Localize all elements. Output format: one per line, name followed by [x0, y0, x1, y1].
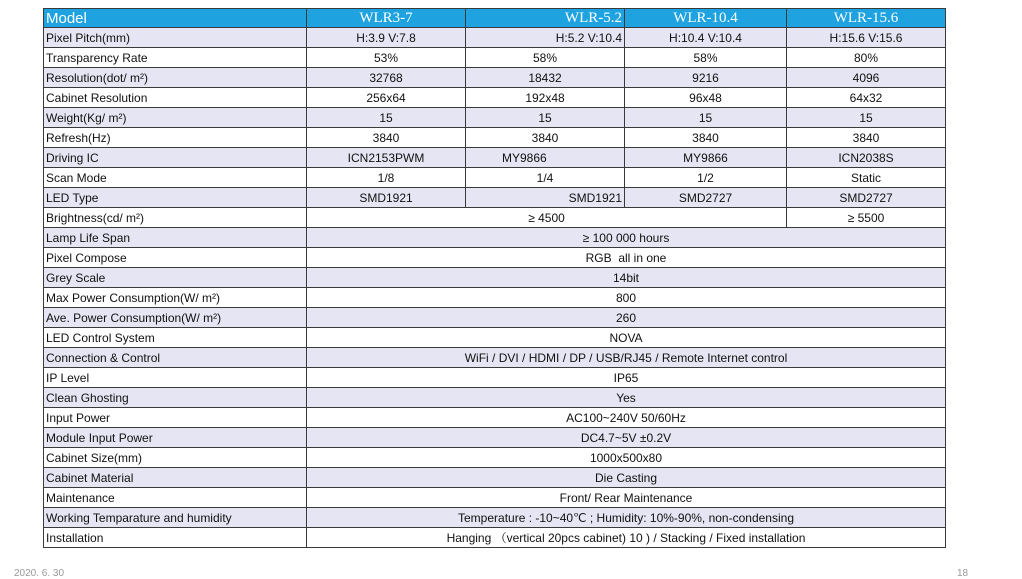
table-row [44, 248, 946, 268]
cell-value: 14bit [307, 268, 946, 288]
cell-value: Temperature : -10~40℃ ; Humidity: 10%-90%, non-condensing [307, 508, 946, 528]
table-row [44, 388, 946, 408]
cell-value: 80% [787, 48, 946, 68]
table-row [44, 288, 946, 308]
table-row [44, 348, 946, 368]
table-row [44, 268, 946, 288]
cell-value: 64x32 [787, 88, 946, 108]
cell-value: 256x64 [307, 88, 466, 108]
row-label: IP Level [44, 368, 307, 388]
cell-value: 800 [307, 288, 946, 308]
cell-value: 9216 [625, 68, 787, 88]
cell-value: Static [787, 168, 946, 188]
row-label: Brightness(cd/ m²) [44, 208, 307, 228]
cell-value: 58% [625, 48, 787, 68]
table-row [44, 108, 946, 128]
cell-value: Yes [307, 388, 946, 408]
model-header: WLR-15.6 [787, 9, 946, 28]
cell-value: WiFi / DVI / HDMI / DP / USB/RJ45 / Remote Internet control [307, 348, 946, 368]
row-label: Connection & Control [44, 348, 307, 368]
cell-value: H:3.9 V:7.8 [307, 28, 466, 48]
cell-value: MY9866 [625, 148, 787, 168]
row-label: Pixel Compose [44, 248, 307, 268]
row-label: Transparency Rate [44, 48, 307, 68]
cell-value: 1/2 [625, 168, 787, 188]
cell-value: Die Casting [307, 468, 946, 488]
cell-value: ≥ 4500 [307, 208, 787, 228]
cell-value: ≥ 5500 [787, 208, 946, 228]
cell-value: 53% [307, 48, 466, 68]
row-label: Module Input Power [44, 428, 307, 448]
cell-value: H:15.6 V:15.6 [787, 28, 946, 48]
cell-value: 15 [625, 108, 787, 128]
table-row [44, 228, 946, 248]
row-label: Clean Ghosting [44, 388, 307, 408]
spec-table [43, 8, 946, 548]
cell-value: 260 [307, 308, 946, 328]
cell-value: ≥ 100 000 hours [307, 228, 946, 248]
table-row [44, 308, 946, 328]
cell-value: Hanging （vertical 20pcs cabinet) 10 ) / Stacking / Fixed installation [307, 528, 946, 548]
table-row [44, 28, 946, 48]
cell-value: 96x48 [625, 88, 787, 108]
cell-value: 18432 [466, 68, 625, 88]
cell-value: 32768 [307, 68, 466, 88]
model-header: WLR-10.4 [625, 9, 787, 28]
table-row [44, 328, 946, 348]
cell-value: IP65 [307, 368, 946, 388]
model-header: WLR3-7 [307, 9, 466, 28]
cell-value: SMD2727 [625, 188, 787, 208]
table-header-row [44, 9, 946, 28]
table-row [44, 508, 946, 528]
row-label: Installation [44, 528, 307, 548]
table-row [44, 528, 946, 548]
row-label: Refresh(Hz) [44, 128, 307, 148]
cell-value: 3840 [307, 128, 466, 148]
table-row [44, 88, 946, 108]
row-label: Cabinet Material [44, 468, 307, 488]
cell-value: 3840 [466, 128, 625, 148]
row-label: Weight(Kg/ m²) [44, 108, 307, 128]
table-row [44, 168, 946, 188]
cell-value: ICN2153PWM [307, 148, 466, 168]
table-row [44, 368, 946, 388]
cell-value: 192x48 [466, 88, 625, 108]
table-row [44, 468, 946, 488]
cell-value: RGB all in one [307, 248, 946, 268]
row-label: Maintenance [44, 488, 307, 508]
cell-value: 4096 [787, 68, 946, 88]
table-row [44, 128, 946, 148]
cell-value: MY9866 [466, 148, 625, 168]
cell-value: 58% [466, 48, 625, 68]
header-label: Model [44, 9, 307, 28]
cell-value: 3840 [787, 128, 946, 148]
row-label: Resolution(dot/ m²) [44, 68, 307, 88]
cell-value: ICN2038S [787, 148, 946, 168]
table-row [44, 68, 946, 88]
cell-value: NOVA [307, 328, 946, 348]
cell-value: 15 [787, 108, 946, 128]
row-label: Scan Mode [44, 168, 307, 188]
cell-value: SMD2727 [787, 188, 946, 208]
row-label: LED Type [44, 188, 307, 208]
cell-value: 1/8 [307, 168, 466, 188]
cell-value: SMD1921 [307, 188, 466, 208]
footer-date: 2020. 6. 30 [14, 568, 65, 579]
cell-value: 1/4 [466, 168, 625, 188]
cell-value: H:5.2 V:10.4 [466, 28, 625, 48]
row-label: Input Power [44, 408, 307, 428]
page-number: 18 [957, 568, 969, 579]
cell-value: Front/ Rear Maintenance [307, 488, 946, 508]
cell-value: SMD1921 [466, 188, 625, 208]
cell-value: 15 [466, 108, 625, 128]
row-label: Max Power Consumption(W/ m²) [44, 288, 307, 308]
table-row [44, 488, 946, 508]
row-label: Ave. Power Consumption(W/ m²) [44, 308, 307, 328]
table-row [44, 208, 946, 228]
cell-value: 3840 [625, 128, 787, 148]
table-row [44, 448, 946, 468]
row-label: Grey Scale [44, 268, 307, 288]
row-label: Driving IC [44, 148, 307, 168]
row-label: Working Temparature and humidity [44, 508, 307, 528]
cell-value: DC4.7~5V ±0.2V [307, 428, 946, 448]
cell-value: 15 [307, 108, 466, 128]
cell-value: AC100~240V 50/60Hz [307, 408, 946, 428]
row-label: Cabinet Size(mm) [44, 448, 307, 468]
model-header: WLR-5.2 [466, 9, 625, 28]
cell-value: 1000x500x80 [307, 448, 946, 468]
row-label: Lamp Life Span [44, 228, 307, 248]
table-row [44, 408, 946, 428]
table-row [44, 148, 946, 168]
table-row [44, 48, 946, 68]
table-row [44, 428, 946, 448]
cell-value: H:10.4 V:10.4 [625, 28, 787, 48]
row-label: Pixel Pitch(mm) [44, 28, 307, 48]
table-row [44, 188, 946, 208]
row-label: LED Control System [44, 328, 307, 348]
row-label: Cabinet Resolution [44, 88, 307, 108]
